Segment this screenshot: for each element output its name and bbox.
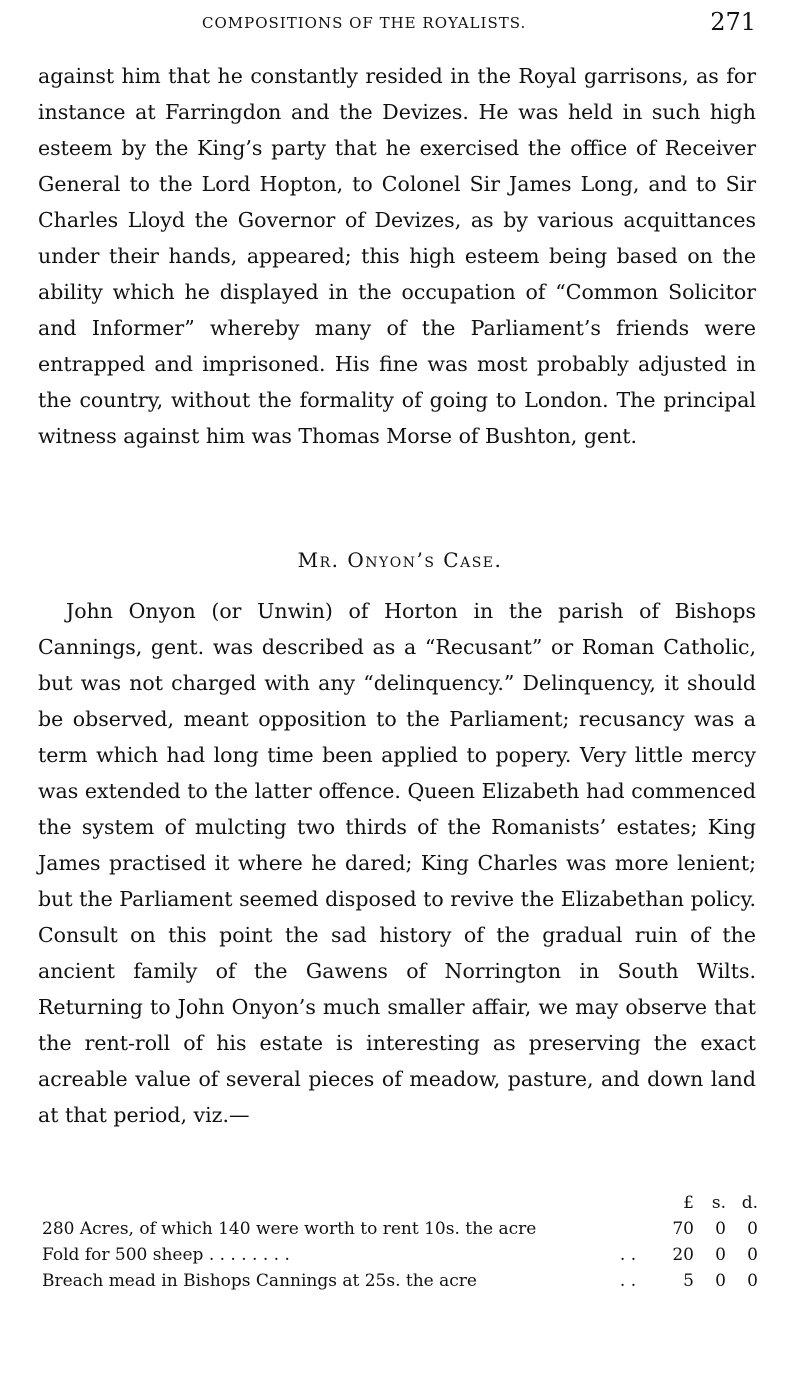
row-leader: . . xyxy=(619,1271,637,1291)
row-pounds: 70 xyxy=(672,1219,694,1239)
row-item: Breach mead in Bishops Cannings at 25s. the acre xyxy=(42,1271,477,1291)
row-pence: 0 xyxy=(747,1219,758,1239)
row-leader: . . xyxy=(619,1245,637,1265)
row-item: 280 Acres, of which 140 were worth to rent 10s. the acre xyxy=(42,1219,537,1239)
section-heading: Mr. Onyon’s Case. xyxy=(297,548,503,572)
row-pence: 0 xyxy=(747,1245,758,1265)
row-pence: 0 xyxy=(747,1271,758,1291)
table-row xyxy=(42,1216,758,1242)
row-item: Fold for 500 sheep . . . . . . . . xyxy=(42,1245,290,1265)
running-title: COMPOSITIONS OF THE ROYALISTS. xyxy=(202,14,527,32)
table-row xyxy=(42,1268,758,1294)
paragraph-continued: against him that he constantly resided in the Royal garrisons, as for instance at Farringdon and the Devizes. He was held in such high esteem by the King’s party that he exercised the office of Receiver General to the Lord Hopton, to Colonel Sir James Long, and to Sir Charles Lloyd the Governor of Devizes, as by various acquittances under their hands, appeared; this high esteem being based on the ability which he displayed in the occupation of “Common Solicitor and Informer” whereby many of the Parliament’s friends were entrapped and imprisoned. His fine was most probably adjusted in the country, without the formality of going to London. The principal witness against him was Thomas Morse of Bushton, gent. xyxy=(38,64,756,448)
row-shillings: 0 xyxy=(715,1219,726,1239)
column-pence-header: d. xyxy=(741,1193,758,1213)
paragraph-onyon-case: John Onyon (or Unwin) of Horton in the parish of Bishops Cannings, gent. was described as a “Recusant” or Roman Catholic, but was not charged with any “delinquency.” Delinquency, it should be observed, meant opposition to the Parliament; recusancy was a term which had long time been applied to popery. Very little mercy was extended to the latter offence. Queen Elizabeth had commenced the system of mulcting two thirds of the Romanists’ estates; King James practised it where he dared; King Charles was more lenient; but the Parliament seemed disposed to revive the Elizabethan policy. Consult on this point the sad history of the gradual ruin of the ancient family of the Gawens of Norrington in South Wilts. Returning to John Onyon’s much smaller affair, we may observe that the rent-roll of his estate is interesting as preserving the exact acreable value of several pieces of meadow, pasture, and down land at that period, viz.— xyxy=(38,599,756,1127)
table-header-row xyxy=(42,1190,758,1216)
row-pounds: 20 xyxy=(672,1245,694,1265)
row-shillings: 0 xyxy=(715,1245,726,1265)
rent-roll-table xyxy=(42,1190,758,1294)
row-pounds: 5 xyxy=(683,1271,694,1291)
table-row xyxy=(42,1242,758,1268)
row-shillings: 0 xyxy=(715,1271,726,1291)
page-number: 271 xyxy=(710,8,756,36)
column-shillings-header: s. xyxy=(711,1193,726,1213)
running-header xyxy=(40,8,756,40)
column-pounds-header: £ xyxy=(683,1193,694,1213)
